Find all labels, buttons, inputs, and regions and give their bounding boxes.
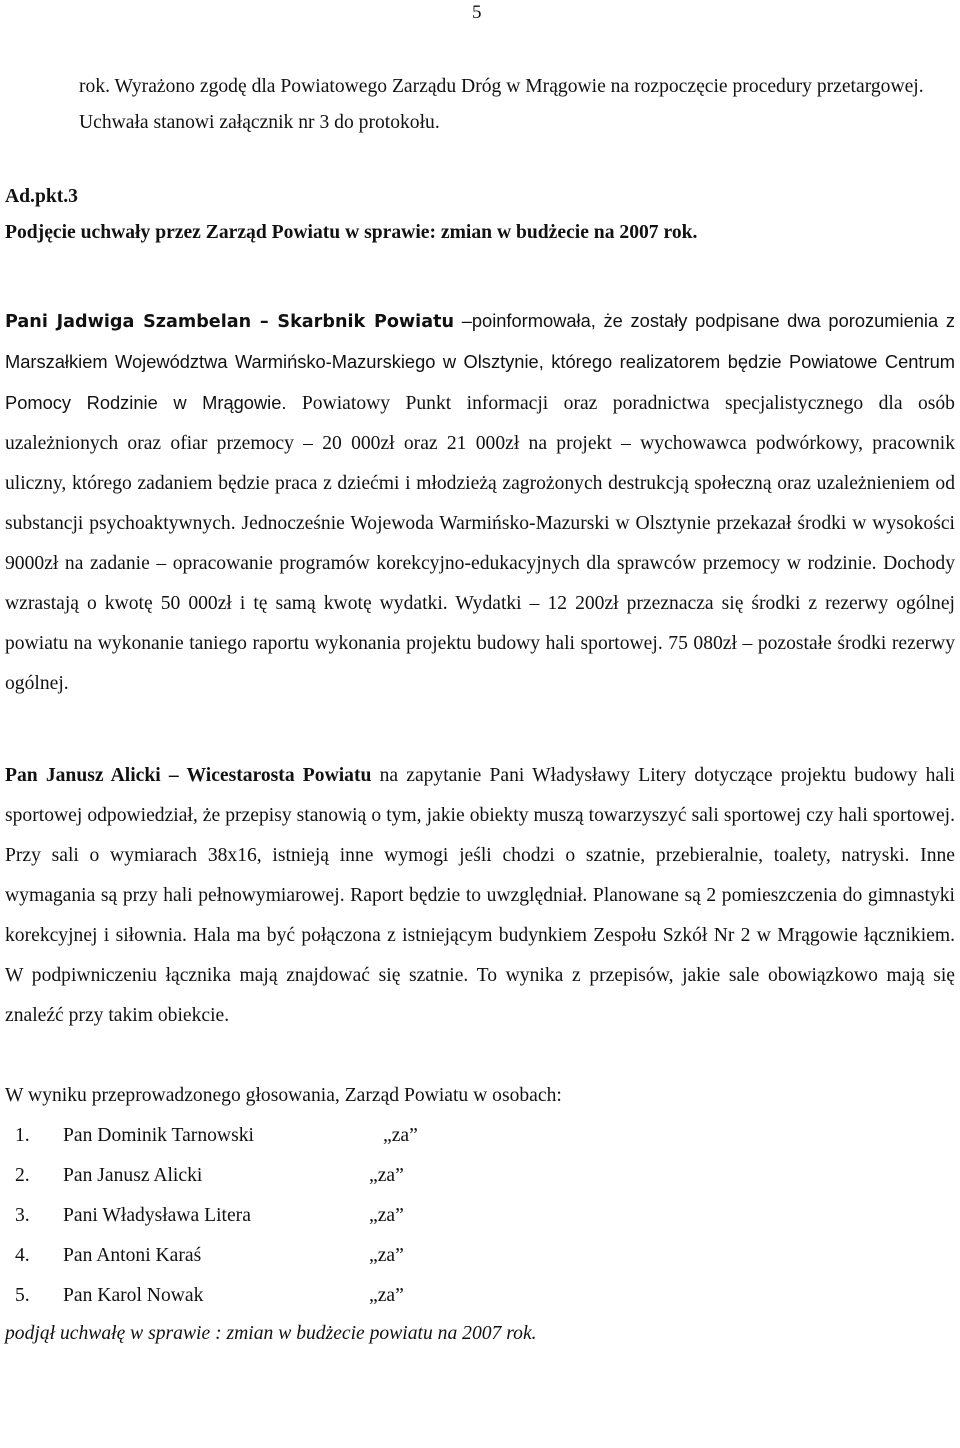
vote-list [5,1116,955,1316]
section-title: Podjęcie uchwały przez Zarząd Powiatu w sprawie: zmian w budżecie na 2007 rok. [5,222,698,243]
page-number: 5 [472,2,482,23]
vote-item [5,1156,955,1196]
vote-number: 4. [15,1245,30,1266]
vice-starost-statement [5,756,955,1036]
vote-value: „za” [369,1165,404,1186]
resolution-closing: podjął uchwałę w sprawie : zmian w budżecie powiatu na 2007 rok. [5,1323,537,1344]
vote-item [5,1236,955,1276]
treasurer-speaker: Pani Jadwiga Szambelan – Skarbnik Powiatu [5,312,455,332]
vote-value: „za” [369,1285,404,1306]
vote-number: 1. [15,1125,30,1146]
vote-item [5,1116,955,1156]
vice-starost-speaker: Pan Janusz Alicki – Wicestarosta Powiatu [5,765,372,786]
vote-value: „za” [369,1245,404,1266]
attachment-note: Uchwała stanowi załącznik nr 3 do protokołu. [79,112,440,133]
treasurer-text-sans: –poinformowała, że zostały podpisane dwa porozumienia z Marszałkiem Województwa Warmińsko-Mazurskiego w Olsztynie, którego realizatorem będzie Powiatowe Centrum Pomocy Rodzinie w Mrągowie. [5,310,955,413]
vice-starost-text: na zapytanie Pani Władysławy Litery dotyczące projektu budowy hali sportowej odpowiedział, że przepisy stanowią o tym, jakie obiekty muszą towarzyszyć sali sportowej czy hali sportowej. Przy sali o wymiarach 38x16, istnieją inne wymogi jeśli chodzi o szatnie, przebieralnie, toalety, natryski. Inne wymagania są przy hali pełnowymiarowej. Raport będzie to uwzględniał. Planowane są 2 pomieszczenia do gimnastyki korekcyjnej i siłownia. Hala ma być połączona z istniejącym budynkiem Zespołu Szkół Nr 2 w Mrągowie łącznikiem. W podpiwniczeniu łącznika mają znajdować się szatnie. To wynika z przepisów, jakie sale obowiązkowo mają się znaleźć przy takim obiekcie. [5,765,955,1026]
vote-item [5,1196,955,1236]
document-body [5,69,955,1354]
member-name: Pan Antoni Karaś [63,1245,202,1266]
vote-number: 2. [15,1165,30,1186]
vote-value: „za” [383,1125,418,1146]
vote-intro: W wyniku przeprowadzonego głosowania, Zarząd Powiatu w osobach: [5,1085,562,1106]
vote-number: 5. [15,1285,30,1306]
treasurer-statement [5,301,955,704]
treasurer-text-serif: Powiatowy Punkt informacji oraz poradnictwa specjalistycznego dla osób uzależnionych oraz ofiar przemocy – 20 000zł oraz 21 000zł na projekt – wychowawca podwórkowy, pracownik uliczny, którego zadaniem będzie praca z dziećmi i młodzieżą zagrożonych destrukcją społeczną oraz uzależnieniem od substancji psychoaktywnych. Jednocześnie Wojewoda Warmińsko-Mazurski w Olsztynie przekazał środki w wysokości 9000zł na zadanie – opracowanie programów korekcyjno-edukacyjnych dla sprawców przemocy w rodzinie. Dochody wzrastają o kwotę 50 000zł i tę samą kwotę wydatki. Wydatki – 12 200zł przeznacza się środki z rezerwy ogólnej powiatu na wykonanie taniego raportu wykonania projektu budowy hali sportowej. 75 080zł – pozostałe środki rezerwy ogólnej. [5,393,955,694]
member-name: Pan Dominik Tarnowski [63,1125,254,1146]
vote-item [5,1276,955,1316]
section-label: Ad.pkt.3 [5,186,78,207]
vote-value: „za” [369,1205,404,1226]
member-name: Pani Władysława Litera [63,1205,251,1226]
section-heading [5,179,955,251]
vote-number: 3. [15,1205,30,1226]
member-name: Pan Janusz Alicki [63,1165,203,1186]
intro-paragraph: rok. Wyrażono zgodę dla Powiatowego Zarządu Dróg w Mrągowie na rozpoczęcie procedury przetargowej. [79,76,924,97]
member-name: Pan Karol Nowak [63,1285,204,1306]
